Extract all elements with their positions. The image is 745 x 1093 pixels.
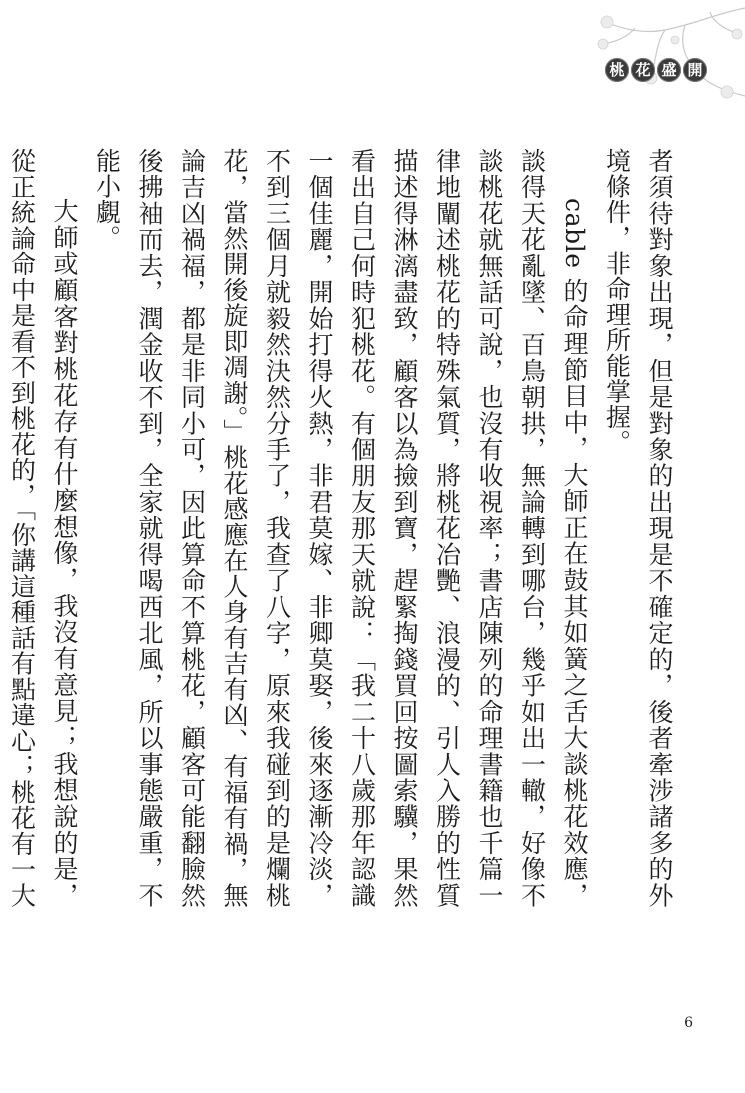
vertical-body-text [7,148,680,908]
header-char-3: 盛 [657,58,681,82]
page-number: 6 [684,1015,693,1031]
header-char-1: 桃 [605,58,629,82]
running-header-title [605,58,707,82]
header-char-4: 開 [683,58,707,82]
paragraph-1: 者須待對象出現，但是對象的出現是不確定的，後者牽涉諸多的外境條件，非命理所能掌握。 [602,148,674,908]
header-char-2: 花 [631,58,655,82]
paragraph-2: cable 的命理節目中，大師正在鼓其如簧之舌大談桃花效應，談得天花亂墜、百鳥朝拱，無論轉到哪台，幾乎如出一轍，好像不談桃花就無話可說，也沒有收視率；書店陳列的命理書籍也千篇一律地闡述桃花的特殊氣質，將桃花冶艷、浪漫的、引人入勝的性質描述得淋漓盡致，顧客以為撿到寶，趕緊掏錢買回按圖索驥，果然看出自己何時犯桃花。有個朋友那天就說：「我二十八歲那年認識一個佳麗，開始打得火熱，非君莫嫁、非卿莫娶，後來逐漸冷淡，不到三個月就毅然決然分手了，我查了八字，原來我碰到的是爛桃花，當然開後旋即凋謝。」桃花感應在人身有吉有凶、有福有禍，無論吉凶禍福，都是非同小可，因此算命不算桃花，顧客可能翻臉然後拂袖而去，潤金收不到，全家就得喝西北風，所以事態嚴重，不能小覷。 [92,148,589,908]
paragraph-3: 大師或顧客對桃花存有什麼想像，我沒有意見；我想說的是，從正統論命中是看不到桃花的，「你講這種話有點違心；桃花有一大 [7,148,79,908]
